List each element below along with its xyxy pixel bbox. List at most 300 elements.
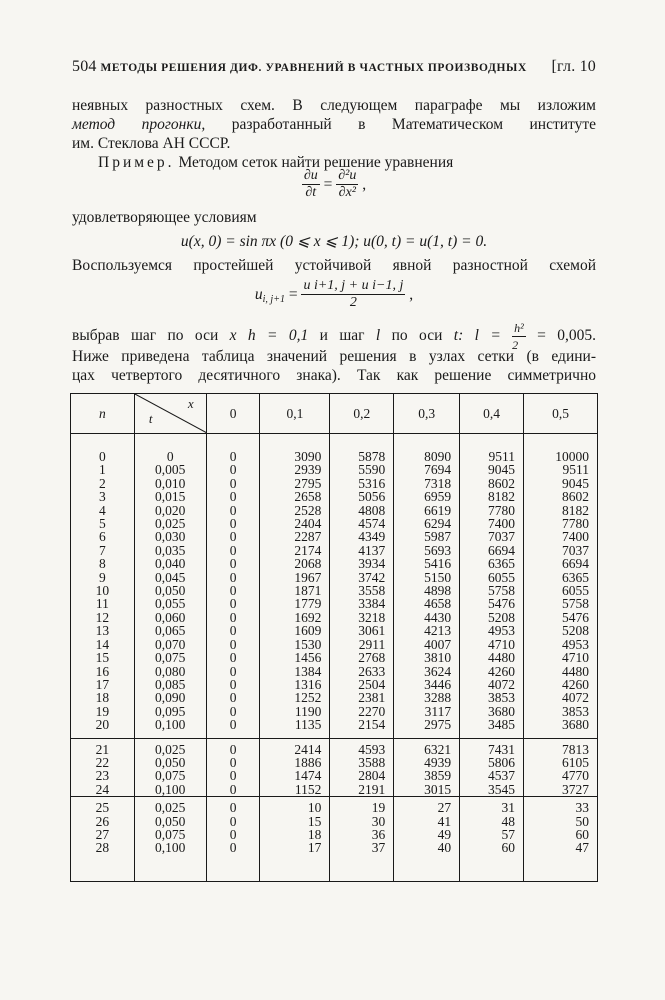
table-cell: 7318 bbox=[394, 477, 460, 490]
table-cell: 0,025 bbox=[134, 797, 206, 815]
table-cell: 3384 bbox=[330, 597, 394, 610]
table-cell: 24 bbox=[71, 783, 135, 797]
table-cell: 0,010 bbox=[134, 477, 206, 490]
table-row bbox=[71, 611, 598, 624]
table-cell: 0,100 bbox=[134, 718, 206, 738]
table-group-2 bbox=[71, 738, 598, 797]
table-cell: 57 bbox=[460, 828, 524, 841]
table-cell: 4953 bbox=[524, 638, 598, 651]
table-cell: 2658 bbox=[260, 490, 330, 503]
table-cell: 0 bbox=[206, 584, 260, 597]
table-cell: 4072 bbox=[524, 691, 598, 704]
table-cell: 36 bbox=[330, 828, 394, 841]
table-row bbox=[71, 638, 598, 651]
table-cell: 0,075 bbox=[134, 769, 206, 782]
table-cell: 5987 bbox=[394, 530, 460, 543]
table-cell: 30 bbox=[330, 815, 394, 828]
table-cell: 3545 bbox=[460, 783, 524, 797]
table-cell: 8602 bbox=[524, 490, 598, 503]
table-cell: 3853 bbox=[460, 691, 524, 704]
table-cell: 6959 bbox=[394, 490, 460, 503]
table-cell: 7037 bbox=[460, 530, 524, 543]
table-cell: 4137 bbox=[330, 544, 394, 557]
table-cell: 2633 bbox=[330, 665, 394, 678]
table-cell: 0 bbox=[206, 530, 260, 543]
table-cell: 7400 bbox=[524, 530, 598, 543]
table-cell: 9 bbox=[71, 571, 135, 584]
header-x1: 0,1 bbox=[260, 394, 330, 434]
para1-line2-rest: разработанный в Математическом институте bbox=[231, 116, 596, 133]
table-cell: 0 bbox=[206, 571, 260, 584]
table-cell: 0,100 bbox=[134, 783, 206, 797]
table-cell: 5806 bbox=[460, 756, 524, 769]
table-cell: 7780 bbox=[460, 504, 524, 517]
table-cell: 60 bbox=[460, 841, 524, 881]
table-cell: 6694 bbox=[524, 557, 598, 570]
table-cell: 2975 bbox=[394, 718, 460, 738]
table-cell: 3680 bbox=[460, 705, 524, 718]
diagonal-line bbox=[135, 394, 207, 433]
table-cell: 2174 bbox=[260, 544, 330, 557]
table-cell: 0 bbox=[206, 490, 260, 503]
table-cell: 3090 bbox=[260, 434, 330, 464]
table-cell: 2154 bbox=[330, 718, 394, 738]
table-cell: 4898 bbox=[394, 584, 460, 597]
table-cell: 4953 bbox=[460, 624, 524, 637]
table-cell: 4213 bbox=[394, 624, 460, 637]
table-cell: 5056 bbox=[330, 490, 394, 503]
table-cell: 6055 bbox=[460, 571, 524, 584]
table-cell: 21 bbox=[71, 738, 135, 756]
table-cell: 0 bbox=[206, 738, 260, 756]
table-cell: 2270 bbox=[330, 705, 394, 718]
table-cell: 5758 bbox=[524, 597, 598, 610]
table-cell: 1779 bbox=[260, 597, 330, 610]
step-line: выбрав шаг по оси x h = 0,1 и шаг l по оси t: l = $\frac{\text{h²}}{2}$ = 0,005. bbox=[72, 321, 597, 352]
table-cell: 5316 bbox=[330, 477, 394, 490]
table-cell: 6619 bbox=[394, 504, 460, 517]
table-row bbox=[71, 738, 598, 756]
header-x5: 0,5 bbox=[524, 394, 598, 434]
table-cell: 7037 bbox=[524, 544, 598, 557]
table-cell: 0,040 bbox=[134, 557, 206, 570]
table-cell: 4710 bbox=[524, 651, 598, 664]
table-cell: 0,030 bbox=[134, 530, 206, 543]
table-cell: 27 bbox=[394, 797, 460, 815]
table-cell: 7813 bbox=[524, 738, 598, 756]
table-row bbox=[71, 815, 598, 828]
table-cell: 27 bbox=[71, 828, 135, 841]
header-x2: 0,2 bbox=[330, 394, 394, 434]
table-cell: 3446 bbox=[394, 678, 460, 691]
table-cell: 0,075 bbox=[134, 828, 206, 841]
table-cell: 3061 bbox=[330, 624, 394, 637]
header-x: x bbox=[187, 396, 194, 411]
table-row bbox=[71, 477, 598, 490]
table-cell: 10000 bbox=[524, 434, 598, 464]
table-cell: 4480 bbox=[460, 651, 524, 664]
header-x4: 0,4 bbox=[460, 394, 524, 434]
table-cell: 3680 bbox=[524, 718, 598, 738]
table-cell: 5476 bbox=[524, 611, 598, 624]
header-x0: 0 bbox=[206, 394, 260, 434]
table-cell: 4808 bbox=[330, 504, 394, 517]
table-cell: 4710 bbox=[460, 638, 524, 651]
difference-scheme: $u_{i, j+1}$ = $\frac{\text{u i+1, j + u i−1, j}}{2}$ , bbox=[254, 278, 414, 310]
running-header bbox=[72, 58, 596, 76]
table-cell: 0 bbox=[134, 434, 206, 464]
table-cell: 4349 bbox=[330, 530, 394, 543]
table-cell: 9511 bbox=[460, 434, 524, 464]
table-cell: 5590 bbox=[330, 463, 394, 476]
table-cell: 0 bbox=[206, 769, 260, 782]
para1-line3: им. Стеклова АН СССР. bbox=[72, 135, 231, 152]
table-cell: 12 bbox=[71, 611, 135, 624]
chapter-ref: [гл. 10 bbox=[551, 58, 596, 75]
table-cell: 1384 bbox=[260, 665, 330, 678]
table-cell: 0,025 bbox=[134, 517, 206, 530]
table-cell: 3558 bbox=[330, 584, 394, 597]
table-cell: 1152 bbox=[260, 783, 330, 797]
table-cell: 0 bbox=[206, 665, 260, 678]
table-row bbox=[71, 797, 598, 815]
table-cell: 7780 bbox=[524, 517, 598, 530]
table-cell: 3588 bbox=[330, 756, 394, 769]
table-cell: 0 bbox=[206, 597, 260, 610]
table-cell: 17 bbox=[260, 841, 330, 881]
table-cell: 7431 bbox=[460, 738, 524, 756]
table-cell: 0,060 bbox=[134, 611, 206, 624]
table-cell: 9045 bbox=[524, 477, 598, 490]
table-cell: 4072 bbox=[460, 678, 524, 691]
table-cell: 4260 bbox=[460, 665, 524, 678]
table-row bbox=[71, 756, 598, 769]
table-group-3 bbox=[71, 797, 598, 882]
table-cell: 4574 bbox=[330, 517, 394, 530]
table-cell: 0,065 bbox=[134, 624, 206, 637]
table-cell: 2939 bbox=[260, 463, 330, 476]
table-cell: 0 bbox=[206, 841, 260, 881]
table-row bbox=[71, 651, 598, 664]
table-cell: 0 bbox=[206, 638, 260, 651]
table-cell: 8602 bbox=[460, 477, 524, 490]
table-cell: 3624 bbox=[394, 665, 460, 678]
table-row bbox=[71, 557, 598, 570]
table-row bbox=[71, 718, 598, 738]
table-cell: 18 bbox=[260, 828, 330, 841]
table-group-1 bbox=[71, 434, 598, 739]
example-label: Пример. bbox=[98, 154, 175, 171]
table-cell: 2414 bbox=[260, 738, 330, 756]
solution-table bbox=[70, 393, 598, 882]
table-cell: 2287 bbox=[260, 530, 330, 543]
table-cell: 0,020 bbox=[134, 504, 206, 517]
table-cell: 1190 bbox=[260, 705, 330, 718]
table-cell: 6694 bbox=[460, 544, 524, 557]
table-row bbox=[71, 678, 598, 691]
table-cell: 2768 bbox=[330, 651, 394, 664]
table-cell: 0 bbox=[206, 797, 260, 815]
table-cell: 8090 bbox=[394, 434, 460, 464]
table-cell: 0 bbox=[206, 517, 260, 530]
table-cell: 8182 bbox=[524, 504, 598, 517]
table-cell: 2795 bbox=[260, 477, 330, 490]
table-cell: 0 bbox=[206, 611, 260, 624]
table-cell: 2804 bbox=[330, 769, 394, 782]
table-cell: 4430 bbox=[394, 611, 460, 624]
table-cell: 47 bbox=[524, 841, 598, 881]
table-cell: 2068 bbox=[260, 557, 330, 570]
table-cell: 0 bbox=[206, 756, 260, 769]
table-intro-line1: Ниже приведена таблица значений решения в узлах сетки (в едини- bbox=[72, 348, 596, 365]
table-cell: 4537 bbox=[460, 769, 524, 782]
table-cell: 5 bbox=[71, 517, 135, 530]
table-cell: 3288 bbox=[394, 691, 460, 704]
table-cell: 7400 bbox=[460, 517, 524, 530]
table-cell: 2504 bbox=[330, 678, 394, 691]
table-cell: 2191 bbox=[330, 783, 394, 797]
table-cell: 3117 bbox=[394, 705, 460, 718]
table-cell: 0,070 bbox=[134, 638, 206, 651]
table-cell: 28 bbox=[71, 841, 135, 881]
table-cell: 7694 bbox=[394, 463, 460, 476]
table-cell: 19 bbox=[71, 705, 135, 718]
table-cell: 0,080 bbox=[134, 665, 206, 678]
table-cell: 14 bbox=[71, 638, 135, 651]
table-cell: 0 bbox=[206, 783, 260, 797]
table-cell: 0 bbox=[206, 828, 260, 841]
table-cell: 19 bbox=[330, 797, 394, 815]
table-cell: 2 bbox=[71, 477, 135, 490]
para1-line2 bbox=[72, 115, 596, 134]
table-cell: 5416 bbox=[394, 557, 460, 570]
table-intro-line2: цах четвертого десятичного знака). Так как решение симметрично bbox=[72, 367, 596, 384]
table-cell: 3727 bbox=[524, 783, 598, 797]
scheme-fraction: $\frac{\text{u i+1, j + u i−1, j}}{2}$ bbox=[303, 278, 404, 310]
table-row bbox=[71, 691, 598, 704]
table-cell: 15 bbox=[260, 815, 330, 828]
table-row bbox=[71, 783, 598, 797]
table-cell: 11 bbox=[71, 597, 135, 610]
table-cell: 22 bbox=[71, 756, 135, 769]
table-cell: 6055 bbox=[524, 584, 598, 597]
table-cell: 40 bbox=[394, 841, 460, 881]
table-cell: 0,050 bbox=[134, 584, 206, 597]
table-cell: 4480 bbox=[524, 665, 598, 678]
eq-rhs: $\frac{\text{∂²u}}{\text{∂x²}}$ bbox=[338, 168, 357, 200]
table-cell: 0,005 bbox=[134, 463, 206, 476]
table-cell: 41 bbox=[394, 815, 460, 828]
table-cell: 3853 bbox=[524, 705, 598, 718]
table-cell: 3742 bbox=[330, 571, 394, 584]
scheme-intro: Воспользуемся простейшей устойчивой явной разностной схемой bbox=[72, 257, 596, 274]
page-number: 504 bbox=[72, 58, 97, 75]
table-cell: 2528 bbox=[260, 504, 330, 517]
table-cell: 3485 bbox=[460, 718, 524, 738]
table-cell: 13 bbox=[71, 624, 135, 637]
table-cell: 0 bbox=[206, 463, 260, 476]
running-title: МЕТОДЫ РЕШЕНИЯ ДИФ. УРАВНЕНИЙ В ЧАСТНЫХ ПРОИЗВОДНЫХ bbox=[100, 62, 527, 74]
table-cell: 60 bbox=[524, 828, 598, 841]
table-cell: 0,045 bbox=[134, 571, 206, 584]
table-cell: 16 bbox=[71, 665, 135, 678]
table-cell: 1135 bbox=[260, 718, 330, 738]
table-cell: 4658 bbox=[394, 597, 460, 610]
table-cell: 9045 bbox=[460, 463, 524, 476]
table-cell: 5878 bbox=[330, 434, 394, 464]
table-cell: 1871 bbox=[260, 584, 330, 597]
table-cell: 4 bbox=[71, 504, 135, 517]
heat-equation: $\frac{\partial u}{\partial t}$ = $\frac{\text{∂²u}}{\text{∂x²}}$ , bbox=[303, 168, 367, 200]
example-text: Методом сеток найти решение уравнения bbox=[178, 154, 454, 171]
header-diagonal bbox=[134, 394, 206, 434]
table-cell: 5208 bbox=[524, 624, 598, 637]
table-cell: 0 bbox=[206, 624, 260, 637]
table-cell: 1530 bbox=[260, 638, 330, 651]
table-row bbox=[71, 530, 598, 543]
table-cell: 3810 bbox=[394, 651, 460, 664]
table-cell: 3218 bbox=[330, 611, 394, 624]
table-row bbox=[71, 463, 598, 476]
table-cell: 1474 bbox=[260, 769, 330, 782]
table-cell: 5758 bbox=[460, 584, 524, 597]
table-cell: 0 bbox=[206, 477, 260, 490]
table-cell: 5150 bbox=[394, 571, 460, 584]
table-cell: 0,095 bbox=[134, 705, 206, 718]
table-cell: 2381 bbox=[330, 691, 394, 704]
table-row bbox=[71, 828, 598, 841]
method-name: метод прогонки, bbox=[72, 116, 206, 133]
table-cell: 5476 bbox=[460, 597, 524, 610]
table-cell: 0 bbox=[206, 691, 260, 704]
table-cell: 26 bbox=[71, 815, 135, 828]
table-cell: 0 bbox=[71, 434, 135, 464]
table-cell: 15 bbox=[71, 651, 135, 664]
table-cell: 0 bbox=[206, 718, 260, 738]
header-x3: 0,3 bbox=[394, 394, 460, 434]
table-cell: 0,035 bbox=[134, 544, 206, 557]
table-row bbox=[71, 769, 598, 782]
table-cell: 0 bbox=[206, 815, 260, 828]
table-row bbox=[71, 665, 598, 678]
table-row bbox=[71, 584, 598, 597]
para1-line1: неявных разностных схем. В следующем параграфе мы изложим bbox=[72, 97, 596, 114]
table-cell: 0 bbox=[206, 504, 260, 517]
eq-lhs: $\frac{\partial u}{\partial t}$ bbox=[303, 168, 318, 200]
table-row bbox=[71, 624, 598, 637]
table-cell: 3859 bbox=[394, 769, 460, 782]
table-cell: 8182 bbox=[460, 490, 524, 503]
table-cell: 4939 bbox=[394, 756, 460, 769]
table-cell: 0,015 bbox=[134, 490, 206, 503]
table-cell: 4007 bbox=[394, 638, 460, 651]
table-row bbox=[71, 517, 598, 530]
table-cell: 23 bbox=[71, 769, 135, 782]
table-cell: 0,055 bbox=[134, 597, 206, 610]
table-cell: 6321 bbox=[394, 738, 460, 756]
table-cell: 4260 bbox=[524, 678, 598, 691]
table-cell: 25 bbox=[71, 797, 135, 815]
table-cell: 7 bbox=[71, 544, 135, 557]
table-cell: 6294 bbox=[394, 517, 460, 530]
table-row bbox=[71, 490, 598, 503]
table-cell: 0 bbox=[206, 434, 260, 464]
table-row bbox=[71, 841, 598, 881]
header-t: t bbox=[148, 411, 153, 426]
table-row bbox=[71, 504, 598, 517]
table-cell: 0,085 bbox=[134, 678, 206, 691]
table-cell: 2911 bbox=[330, 638, 394, 651]
table-cell: 1692 bbox=[260, 611, 330, 624]
table-cell: 4593 bbox=[330, 738, 394, 756]
table-cell: 0 bbox=[206, 651, 260, 664]
step-fraction: $\frac{\text{h²}}{2}$ bbox=[512, 321, 524, 352]
table-cell: 50 bbox=[524, 815, 598, 828]
table-cell: 1967 bbox=[260, 571, 330, 584]
table-cell: 31 bbox=[460, 797, 524, 815]
table-cell: 0,090 bbox=[134, 691, 206, 704]
table-cell: 5693 bbox=[394, 544, 460, 557]
table-cell: 1252 bbox=[260, 691, 330, 704]
table-cell: 0,050 bbox=[134, 815, 206, 828]
table-cell: 1609 bbox=[260, 624, 330, 637]
table-cell: 8 bbox=[71, 557, 135, 570]
table-cell: 3 bbox=[71, 490, 135, 503]
table-cell: 20 bbox=[71, 718, 135, 738]
table-cell: 1316 bbox=[260, 678, 330, 691]
table-cell: 0,100 bbox=[134, 841, 206, 881]
table-cell: 18 bbox=[71, 691, 135, 704]
table-row bbox=[71, 597, 598, 610]
table-cell: 17 bbox=[71, 678, 135, 691]
table-cell: 6 bbox=[71, 530, 135, 543]
conditions-intro: удовлетворяющее условиям bbox=[72, 209, 257, 226]
table-cell: 0,050 bbox=[134, 756, 206, 769]
table-row bbox=[71, 705, 598, 718]
table-cell: 0 bbox=[206, 678, 260, 691]
table-header-row bbox=[71, 394, 598, 434]
table-cell: 37 bbox=[330, 841, 394, 881]
table-cell: 4770 bbox=[524, 769, 598, 782]
table-cell: 10 bbox=[71, 584, 135, 597]
table-cell: 2404 bbox=[260, 517, 330, 530]
table-cell: 0,075 bbox=[134, 651, 206, 664]
table-row bbox=[71, 571, 598, 584]
header-n: n bbox=[71, 394, 135, 434]
table-cell: 3934 bbox=[330, 557, 394, 570]
table-cell: 6365 bbox=[524, 571, 598, 584]
table-cell: 49 bbox=[394, 828, 460, 841]
table-cell: 1456 bbox=[260, 651, 330, 664]
table-cell: 0 bbox=[206, 544, 260, 557]
table-cell: 0 bbox=[206, 557, 260, 570]
table-cell: 3015 bbox=[394, 783, 460, 797]
table-cell: 1886 bbox=[260, 756, 330, 769]
table-row bbox=[71, 544, 598, 557]
table-cell: 33 bbox=[524, 797, 598, 815]
table-cell: 6365 bbox=[460, 557, 524, 570]
table-cell: 10 bbox=[260, 797, 330, 815]
table-cell: 1 bbox=[71, 463, 135, 476]
table-cell: 0,025 bbox=[134, 738, 206, 756]
table-cell: 0 bbox=[206, 705, 260, 718]
table-row bbox=[71, 434, 598, 464]
table-cell: 48 bbox=[460, 815, 524, 828]
table-cell: 9511 bbox=[524, 463, 598, 476]
table-cell: 5208 bbox=[460, 611, 524, 624]
boundary-conditions: u(x, 0) = sin πx (0 ⩽ x ⩽ 1); u(0, t) = u(1, t) = 0. bbox=[180, 233, 488, 250]
table-cell: 6105 bbox=[524, 756, 598, 769]
